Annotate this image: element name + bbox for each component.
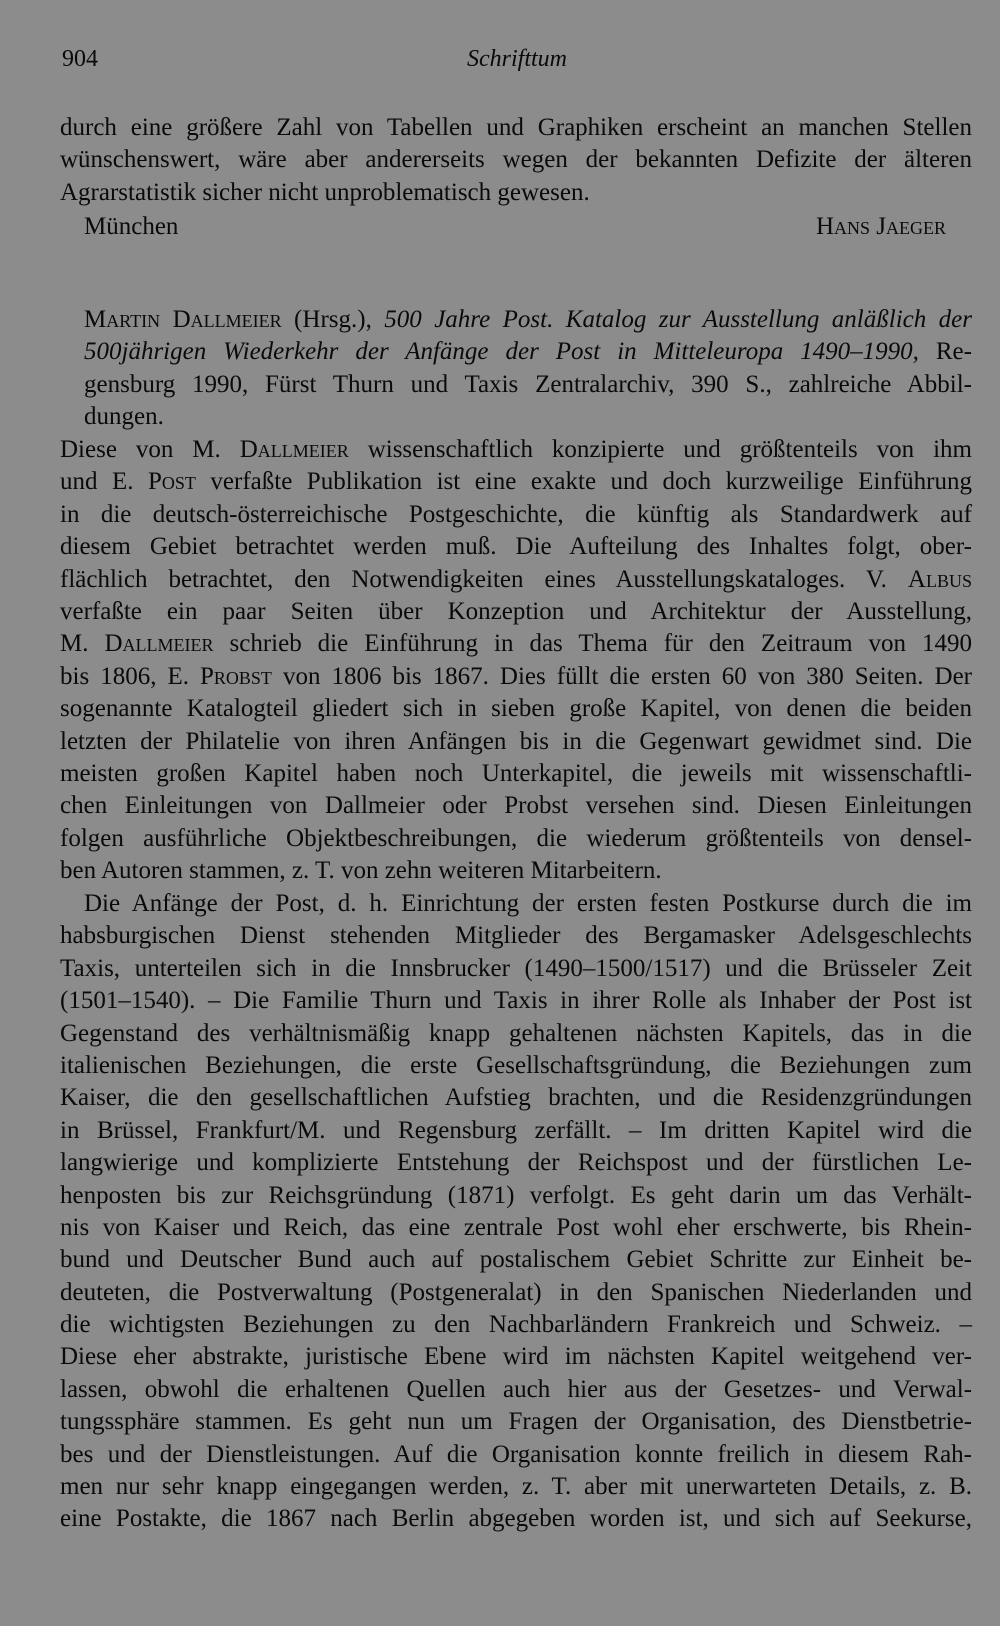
text-line: (1501–1540). – Die Familie Thurn und Taxis in ihrer Rolle als Inhaber der Post ist xyxy=(60,987,972,1015)
text-line: habsburgischen Dienst stehenden Mitglieder des Bergamasker Adelsgeschlechts xyxy=(60,922,972,950)
text-line: Agrarstatistik sicher nicht unproblematisch gewesen. xyxy=(60,178,590,206)
text-line: bes und der Dienstleistungen. Auf die Organisation konnte freilich in diesem Rah- xyxy=(60,1440,972,1468)
text-line: Gegenstand des verhältnismäßig knapp gehaltenen nächsten Kapitels, das in die xyxy=(60,1019,972,1047)
bibliographic-entry xyxy=(60,304,972,434)
text-line: italienischen Beziehungen, die erste Gesellschaftsgründung, die Beziehungen zum xyxy=(60,1051,972,1079)
reviewer-name: Hans Jaeger xyxy=(815,213,946,240)
text-line: henposten bis zur Reichsgründung (1871) verfolgt. Es geht darin um das Verhält- xyxy=(60,1181,972,1209)
page-number: 904 xyxy=(62,46,98,72)
text-line: und E. Post verfaßte Publikation ist eine exakte und doch kurzweilige Einführung xyxy=(60,468,972,496)
text-line: eine Postakte, die 1867 nach Berlin abgegeben worden ist, und sich auf Seekurse, xyxy=(60,1505,972,1533)
entry-line: gensburg 1990, Fürst Thurn und Taxis Zentralarchiv, 390 S., zahlreiche Abbil- xyxy=(84,370,972,398)
text-line: langwierige und komplizierte Entstehung der Reichspost und der fürstlichen Le- xyxy=(60,1149,972,1177)
text-line: sogenannte Katalogteil gliedert sich in sieben große Kapitel, von denen die beiden xyxy=(60,695,972,723)
text-line: Taxis, unterteilen sich in die Innsbrucker (1490–1500/1517) und die Brüsseler Zeit xyxy=(60,954,972,982)
page-header xyxy=(62,46,972,82)
entry-line: 500jährigen Wiederkehr der Anfänge der Post in Mitteleuropa 1490–1990, Re- xyxy=(84,338,972,366)
text-line: men nur sehr knapp eingegangen werden, z. T. aber mit unerwarteten Details, z. B. xyxy=(60,1473,972,1501)
text-line: Diese eher abstrakte, juristische Ebene wird im nächsten Kapitel weitgehend ver- xyxy=(60,1343,972,1371)
entry-line: Martin Dallmeier (Hrsg.), 500 Jahre Post. Katalog zur Ausstellung anläßlich der xyxy=(84,306,973,333)
review-continuation xyxy=(60,112,972,209)
author-name: Dallmeier xyxy=(104,630,214,658)
text-line: chen Einleitungen von Dallmeier oder Probst versehen sind. Diesen Einleitungen xyxy=(60,792,972,820)
running-title: Schrifttum xyxy=(467,46,567,72)
entry-author: Martin Dallmeier xyxy=(84,306,282,333)
text-line: Kaiser, die den gesellschaftlichen Aufstieg brachten, und die Residenzgründungen xyxy=(60,1084,972,1112)
author-name: Dallmeier xyxy=(239,436,349,463)
text-line: letzten der Philatelie von ihren Anfängen bis in die Gegenwart gewidmet sind. Die xyxy=(60,727,972,755)
review-body-paragraph-1 xyxy=(60,434,972,887)
text-line: diesem Gebiet betrachtet werden muß. Die Aufteilung des Inhaltes folgt, ober- xyxy=(60,533,972,561)
text-line: flächlich betrachtet, den Notwendigkeiten eines Ausstellungskataloges. V. Albus xyxy=(60,565,972,593)
text-line: tungssphäre stammen. Es geht nun um Fragen der Organisation, des Dienstbetrie- xyxy=(60,1408,972,1436)
entry-title: 500 Jahre Post. Katalog zur Ausstellung anläßlich der xyxy=(384,306,973,333)
text-line: bund und Deutscher Bund auch auf postalischem Gebiet Schritte zur Einheit be- xyxy=(60,1246,972,1274)
text-line: durch eine größere Zahl von Tabellen und Graphiken erscheint an manchen Stellen xyxy=(60,114,972,141)
author-name: Post xyxy=(148,468,196,496)
text-line: wünschenswert, wäre aber andererseits wegen der bekannten Defizite der älteren xyxy=(60,146,972,174)
text-line: meisten großen Kapitel haben noch Unterkapitel, die jeweils mit wissenschaftli- xyxy=(60,759,972,787)
reviewer-signature xyxy=(84,213,946,247)
text-line: in die deutsch-österreichische Postgeschichte, die künftig als Standardwerk auf xyxy=(60,500,972,528)
text-line: lassen, obwohl die erhaltenen Quellen auch hier aus der Gesetzes- und Verwal- xyxy=(60,1375,972,1403)
reviewer-city: München xyxy=(84,213,179,240)
text-line: M. Dallmeier schrieb die Einführung in das Thema für den Zeitraum von 1490 xyxy=(60,630,973,658)
text-line: in Brüssel, Frankfurt/M. und Regensburg zerfällt. – Im dritten Kapitel wird die xyxy=(60,1116,972,1144)
author-name: Probst xyxy=(200,662,272,690)
entry-line: dungen. xyxy=(84,403,164,431)
text-line: verfaßte ein paar Seiten über Konzeption und Architektur der Ausstellung, xyxy=(60,597,972,625)
text-line: nis von Kaiser und Reich, das eine zentrale Post wohl eher erschwerte, bis Rhein- xyxy=(60,1213,972,1241)
review-body-paragraph-2 xyxy=(60,888,972,1536)
author-name: Albus xyxy=(907,565,972,593)
text-line: folgen ausführliche Objektbeschreibungen, die wiederum größtenteils von densel- xyxy=(60,824,972,852)
text-line: Die Anfänge der Post, d. h. Einrichtung der ersten festen Postkurse durch die im xyxy=(84,890,972,917)
text-line: Diese von M. Dallmeier wissenschaftlich konzipierte und größtenteils von ihm xyxy=(60,436,972,463)
text-line: die wichtigsten Beziehungen zu den Nachbarländern Frankreich und Schweiz. – xyxy=(60,1311,972,1339)
text-line: deuteten, die Postverwaltung (Postgeneralat) in den Spanischen Niederlanden und xyxy=(60,1278,972,1306)
text-line: ben Autoren stammen, z. T. von zehn weiteren Mitarbeitern. xyxy=(60,857,662,885)
text-line: bis 1806, E. Probst von 1806 bis 1867. Dies füllt die ersten 60 von 380 Seiten. Der xyxy=(60,662,972,690)
